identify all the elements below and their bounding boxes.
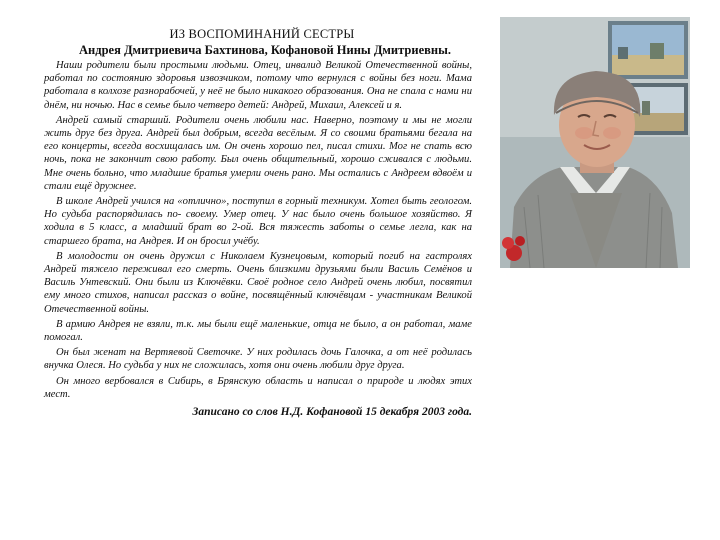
paragraph: Наши родители были простыми людьми. Отец, инвалид Великой Отечественной войны, работал по состоянию здоровья извозчиком, потому что вернулся с войны без ноги. Мама работала в колхозе разнорабочей, у неё не было никакого образования. Она не спала с нами ни днём, ни ночью. Нас в семье было четверо детей: Андрей, Михаил, Алексей и я.	[44, 60, 472, 111]
paragraph: Он много вербовался в Сибирь, в Брянскую область и написал о природе и людях этих мест.	[44, 375, 472, 400]
document-subtitle: Андрея Дмитриевича Бахтинова, Кофановой Нины Дмитриевны.	[79, 43, 451, 57]
paragraph: Он был женат на Вертяевой Светочке. У них родилась дочь Галочка, а от неё родилась внучка Олеся. Но судьба у них не сложилась, хотя они очень любили друг друга.	[44, 347, 472, 372]
paragraph: В школе Андрей учился на «отлично», поступил в горный техникум. Хотел быть геологом. Но судьба распорядилась по- своему. Умер отец. У нас было очень большое хозяйство. Я ходила в 5 класс, а младший брат во 2-ой. Вся тяжесть заботы о семье легла, как на старшего брата, на Андрея. И он бросил учёбу.	[44, 196, 472, 247]
memoir-text	[44, 26, 472, 419]
paragraph: Андрей самый старший. Родители очень любили нас. Наверно, поэтому и мы не могли жить друг без друга. Андрей был добрым, всегда весёлым. Я со своими братьями бегала на его концерты, всегда восхищалась им. Он очень хорошо пел, писал стихи. Мог не спать всю ночь, пока не закончит свою работу. Был очень общительный, хорошо сживался с людьми. Мне очень больно, что младшие братья умерли очень рано. Мы остались с Андреем вдвоём и стали ещё дружнее.	[44, 114, 472, 192]
portrait-photo	[500, 17, 690, 268]
document-title: ИЗ ВОСПОМИНАНИЙ СЕСТРЫ	[169, 27, 355, 41]
paragraph: В армию Андрея не взяли, т.к. мы были ещё маленькие, отца не было, а он работал, маме помогал.	[44, 318, 472, 344]
signature-line: Записано со слов Н.Д. Кофановой 15 декабря 2003 года.	[192, 406, 472, 419]
paragraph: В молодости он очень дружил с Николаем Кузнецовым, который погиб на гастролях Андрей тяжело переживал его смерть. Очень близкими друзьями были Василь Семёнов и Василь Унтевский. Они были из Ключёвки. Своё родное село Андрей очень любил, посвятил ему много стихов, написал рассказ о войне, посвящённый ключёвцам - участникам Великой Отечественной войны.	[44, 250, 472, 315]
